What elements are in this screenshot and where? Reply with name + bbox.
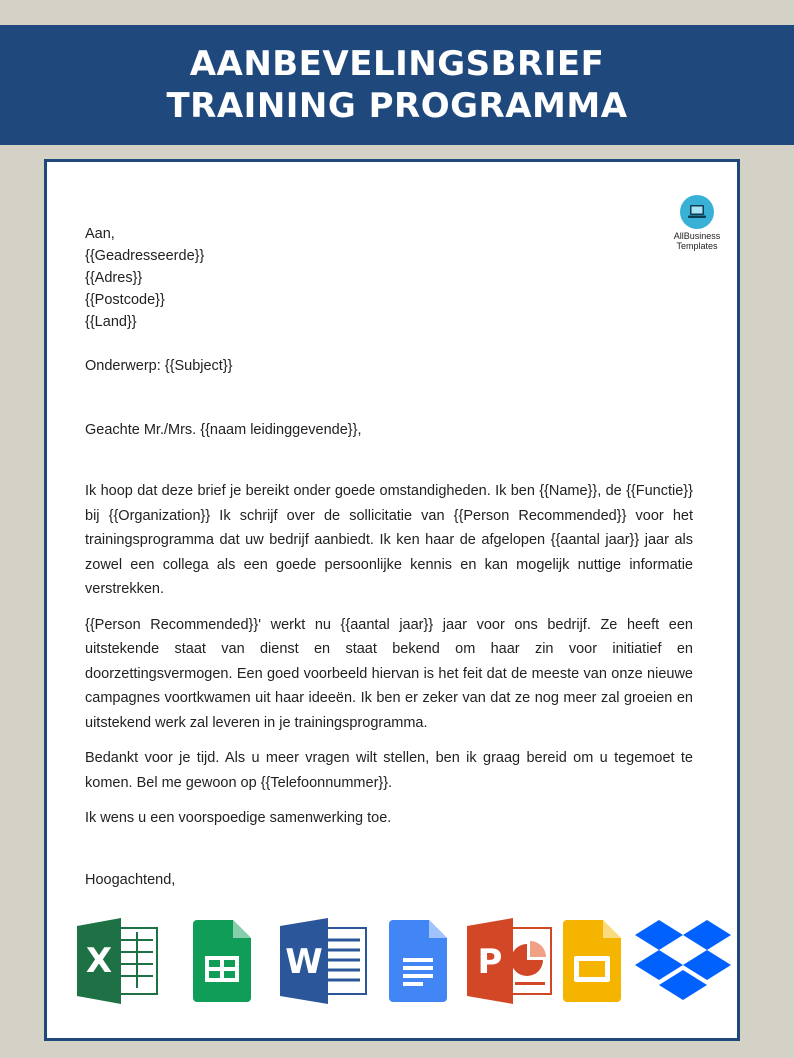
paragraph-3: Bedankt voor je tijd. Als u meer vragen wilt stellen, ben ik graag bereid om u tegemoet te komen. Bel me gewoon op {{Telefoonnummer}}.: [85, 750, 693, 791]
address-line: {{Adres}}: [85, 270, 143, 286]
paragraph-4: Ik wens u een voorspoedige samenwerking toe.: [85, 810, 392, 826]
google-docs-icon: [389, 918, 449, 1004]
address-line: {{Land}}: [85, 314, 137, 330]
address-line: {{Postcode}}: [85, 292, 165, 308]
subject-line: Onderwerp: {{Subject}}: [85, 358, 233, 374]
svg-text:W: W: [285, 942, 323, 982]
app-icons-row: [75, 918, 735, 1008]
logo-text-line2: Templates: [676, 241, 718, 251]
svg-text:P: P: [477, 942, 503, 982]
google-slides-icon: [563, 918, 623, 1004]
address-line: {{Geadresseerde}}: [85, 248, 205, 264]
logo-text-line1: AllBusiness: [673, 231, 721, 241]
word-icon: [278, 918, 370, 1004]
letter-sheet: [44, 159, 740, 1041]
svg-text:X: X: [85, 941, 113, 981]
excel-icon: [75, 918, 161, 1004]
powerpoint-icon: [465, 918, 555, 1004]
paragraph-2: {{Person Recommended}}' werkt nu {{aantal jaar}} jaar voor ons bedrijf. Ze heeft een uitstekende staat van dienst en staat bekend om haar zin voor initiatief en doorzettingsvermogen. Een goed voorbeeld hiervan is het feit dat de meeste van onze nieuwe campagnes voortkwamen uit haar ideeën. Ik ben er zeker van dat ze nog meer zal groeien en uitstekend werk zal leveren in je trainingsprogramma.: [85, 616, 693, 731]
google-sheets-icon: [193, 918, 253, 1004]
banner-title-line2: TRAINING PROGRAMMA: [166, 86, 628, 126]
letter-body: [85, 223, 693, 891]
dropbox-icon: [635, 918, 731, 1004]
salutation-to: Aan,: [85, 226, 115, 242]
header-banner: [0, 25, 794, 145]
greeting: Geachte Mr./Mrs. {{naam leidinggevende}},: [85, 422, 362, 438]
banner-title-line1: AANBEVELINGSBRIEF: [189, 44, 605, 84]
paragraph-1: Ik hoop dat deze brief je bereikt onder goede omstandigheden. Ik ben {{Name}}, de {{Functie}} bij {{Organization}} Ik schrijf over de sollicitatie van {{Person Recommended}} voor het trainingsprogramma dat uw bedrijf aanbiedt. Ik ken haar de afgelopen {{aantal jaar}} jaar als zowel een collega als een goede persoonlijke kennis en kan mogelijk nuttige informatie verstrekken.: [85, 483, 693, 597]
closing: Hoogachtend,: [85, 872, 176, 888]
